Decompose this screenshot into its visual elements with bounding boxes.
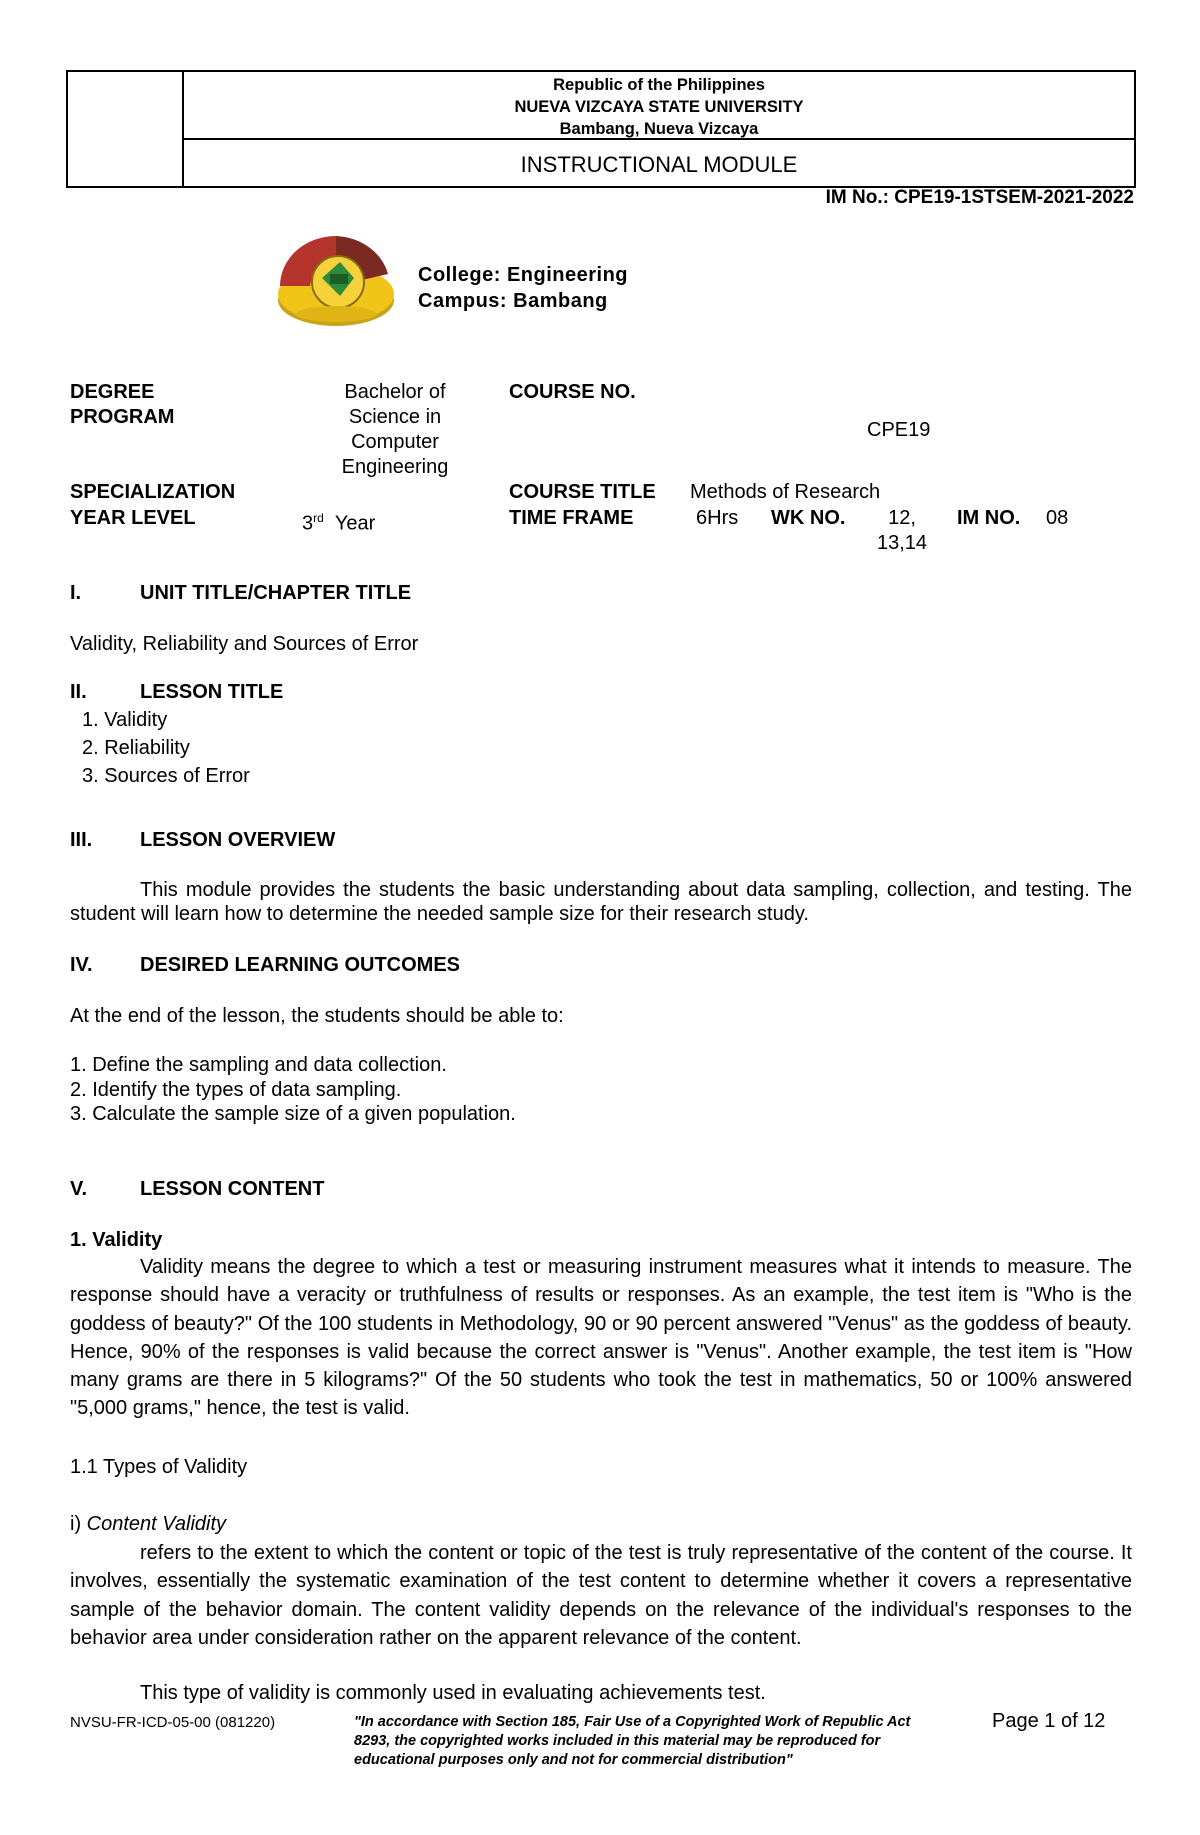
section-2-heading (70, 681, 283, 704)
outcome-item: 3. Calculate the sample size of a given population. (70, 1103, 516, 1125)
copyright-note: "In accordance with Section 185, Fair Use of a Copyrighted Work of Republic Act 8293, the copyrighted works included in this material may be reproduced for educational purposes only and not for commercial distribution" (354, 1714, 911, 1768)
year-level-value (302, 506, 375, 537)
section-5-heading (70, 1178, 324, 1201)
time-frame-label: TIME FRAME (509, 507, 634, 529)
types-of-validity-heading: 1.1 Types of Validity (70, 1456, 248, 1478)
section-3-heading (70, 829, 335, 852)
section-3-number: III. (70, 829, 93, 851)
republic-line: Republic of the Philippines (553, 76, 765, 94)
college-line: College: Engineering (418, 264, 629, 286)
college-seal-icon (270, 222, 402, 334)
specialization-label: SPECIALIZATION (70, 481, 236, 503)
content-validity-note: This type of validity is commonly used in evaluating achievements test. (140, 1682, 766, 1704)
year-number: 3 (302, 512, 314, 535)
im-number: IM No.: CPE19-1STSEM-2021-2022 (825, 187, 1134, 208)
degree-value-1: Bachelor of (344, 381, 446, 403)
im-no-value: 08 (1046, 507, 1069, 529)
wk-no-value-2: 13,14 (876, 532, 928, 554)
lesson-item: 2. Reliability (82, 737, 190, 759)
section-4-title: DESIRED LEARNING OUTCOMES (140, 954, 461, 976)
header-table (66, 70, 1136, 188)
degree-value (320, 380, 470, 480)
section-5-title: LESSON CONTENT (140, 1178, 325, 1200)
lesson-overview-text: This module provides the students the basic understanding about data sampling, collection, and testing. The student will learn how to determine the needed sample size for their research study. (70, 879, 1132, 925)
im-no-label: IM NO. (957, 507, 1021, 529)
wk-no-value-1: 12, (888, 507, 916, 529)
degree-value-2: Science in (348, 406, 442, 428)
page-number: Page 1 of 12 (992, 1710, 1106, 1732)
degree-value-3: Computer (351, 431, 439, 453)
outcomes-list (70, 1053, 1132, 1127)
content-validity-paragraph: refers to the extent to which the content or topic of the test is truly representative of the content of the course. It involves, essentially the systematic examination of the test content to determine whether it covers a representative sample of the behavior domain. The content validity depends on the relevance of the individual's responses to the behavior area under consideration rather on the apparent relevance of the content. (70, 1542, 1132, 1649)
degree-label-2: PROGRAM (70, 406, 175, 428)
section-2-title: LESSON TITLE (140, 681, 284, 703)
content-validity-prefix: i) (70, 1513, 87, 1535)
university-name: NUEVA VIZCAYA STATE UNIVERSITY (514, 98, 804, 116)
outcome-item: 1. Define the sampling and data collection. (70, 1054, 447, 1076)
content-validity-heading (70, 1512, 1132, 1537)
unit-title-text: Validity, Reliability and Sources of Error (70, 633, 419, 655)
course-no-label: COURSE NO. (509, 381, 636, 403)
lesson-list (82, 706, 1144, 790)
validity-heading: 1. Validity (70, 1229, 163, 1251)
degree-label-1: DEGREE (70, 381, 155, 403)
header-logo-cell (68, 72, 184, 186)
section-1-title: UNIT TITLE/CHAPTER TITLE (140, 582, 412, 604)
lesson-item: 3. Sources of Error (82, 765, 250, 787)
section-1-number: I. (70, 582, 82, 604)
wk-no-label: WK NO. (771, 507, 846, 529)
year-level-label: YEAR LEVEL (70, 507, 196, 529)
validity-paragraph: Validity means the degree to which a test or measuring instrument measures what it intends to measure. The response should have a veracity or truthfulness of results or responses. As an example, the test item is "Who is the goddess of beauty?" Of the 100 students in Methodology, 90 or 90 percent answered "Venus" as the goddess of beauty. Hence, 90% of the responses is valid because the correct answer is "Venus". Another example, the test item is "How many grams are there in 5 kilograms?" Of the 50 students who took the test in mathematics, 50 or 100% answered "5,000 grams," hence, the test is valid. (70, 1256, 1132, 1420)
section-4-heading (70, 954, 460, 977)
college-block (418, 262, 628, 314)
university-address: Bambang, Nueva Vizcaya (559, 120, 759, 138)
wk-no-value (862, 506, 942, 556)
outcome-item: 2. Identify the types of data sampling. (70, 1078, 402, 1101)
section-5-number: V. (70, 1178, 88, 1200)
campus-line: Campus: Bambang (418, 290, 608, 312)
section-4-number: IV. (70, 954, 93, 976)
content-validity-title: Content Validity (86, 1513, 227, 1535)
year-word: Year (334, 512, 376, 535)
lesson-item: 1. Validity (82, 709, 168, 731)
course-title-label: COURSE TITLE (509, 481, 656, 503)
section-3-title: LESSON OVERVIEW (140, 829, 336, 851)
year-suffix: rd (313, 511, 324, 525)
time-frame-value: 6Hrs (696, 507, 739, 529)
section-1-heading (70, 582, 411, 605)
form-code: NVSU-FR-ICD-05-00 (081220) (70, 1714, 276, 1731)
course-title-value: Methods of Research (690, 481, 881, 503)
degree-label (70, 380, 174, 430)
degree-value-4: Engineering (341, 456, 449, 478)
section-2-number: II. (70, 681, 87, 703)
module-label: INSTRUCTIONAL MODULE (520, 152, 798, 177)
outcomes-intro: At the end of the lesson, the students should be able to: (70, 1005, 564, 1027)
course-no-value: CPE19 (867, 419, 931, 441)
university-block (184, 72, 1134, 140)
